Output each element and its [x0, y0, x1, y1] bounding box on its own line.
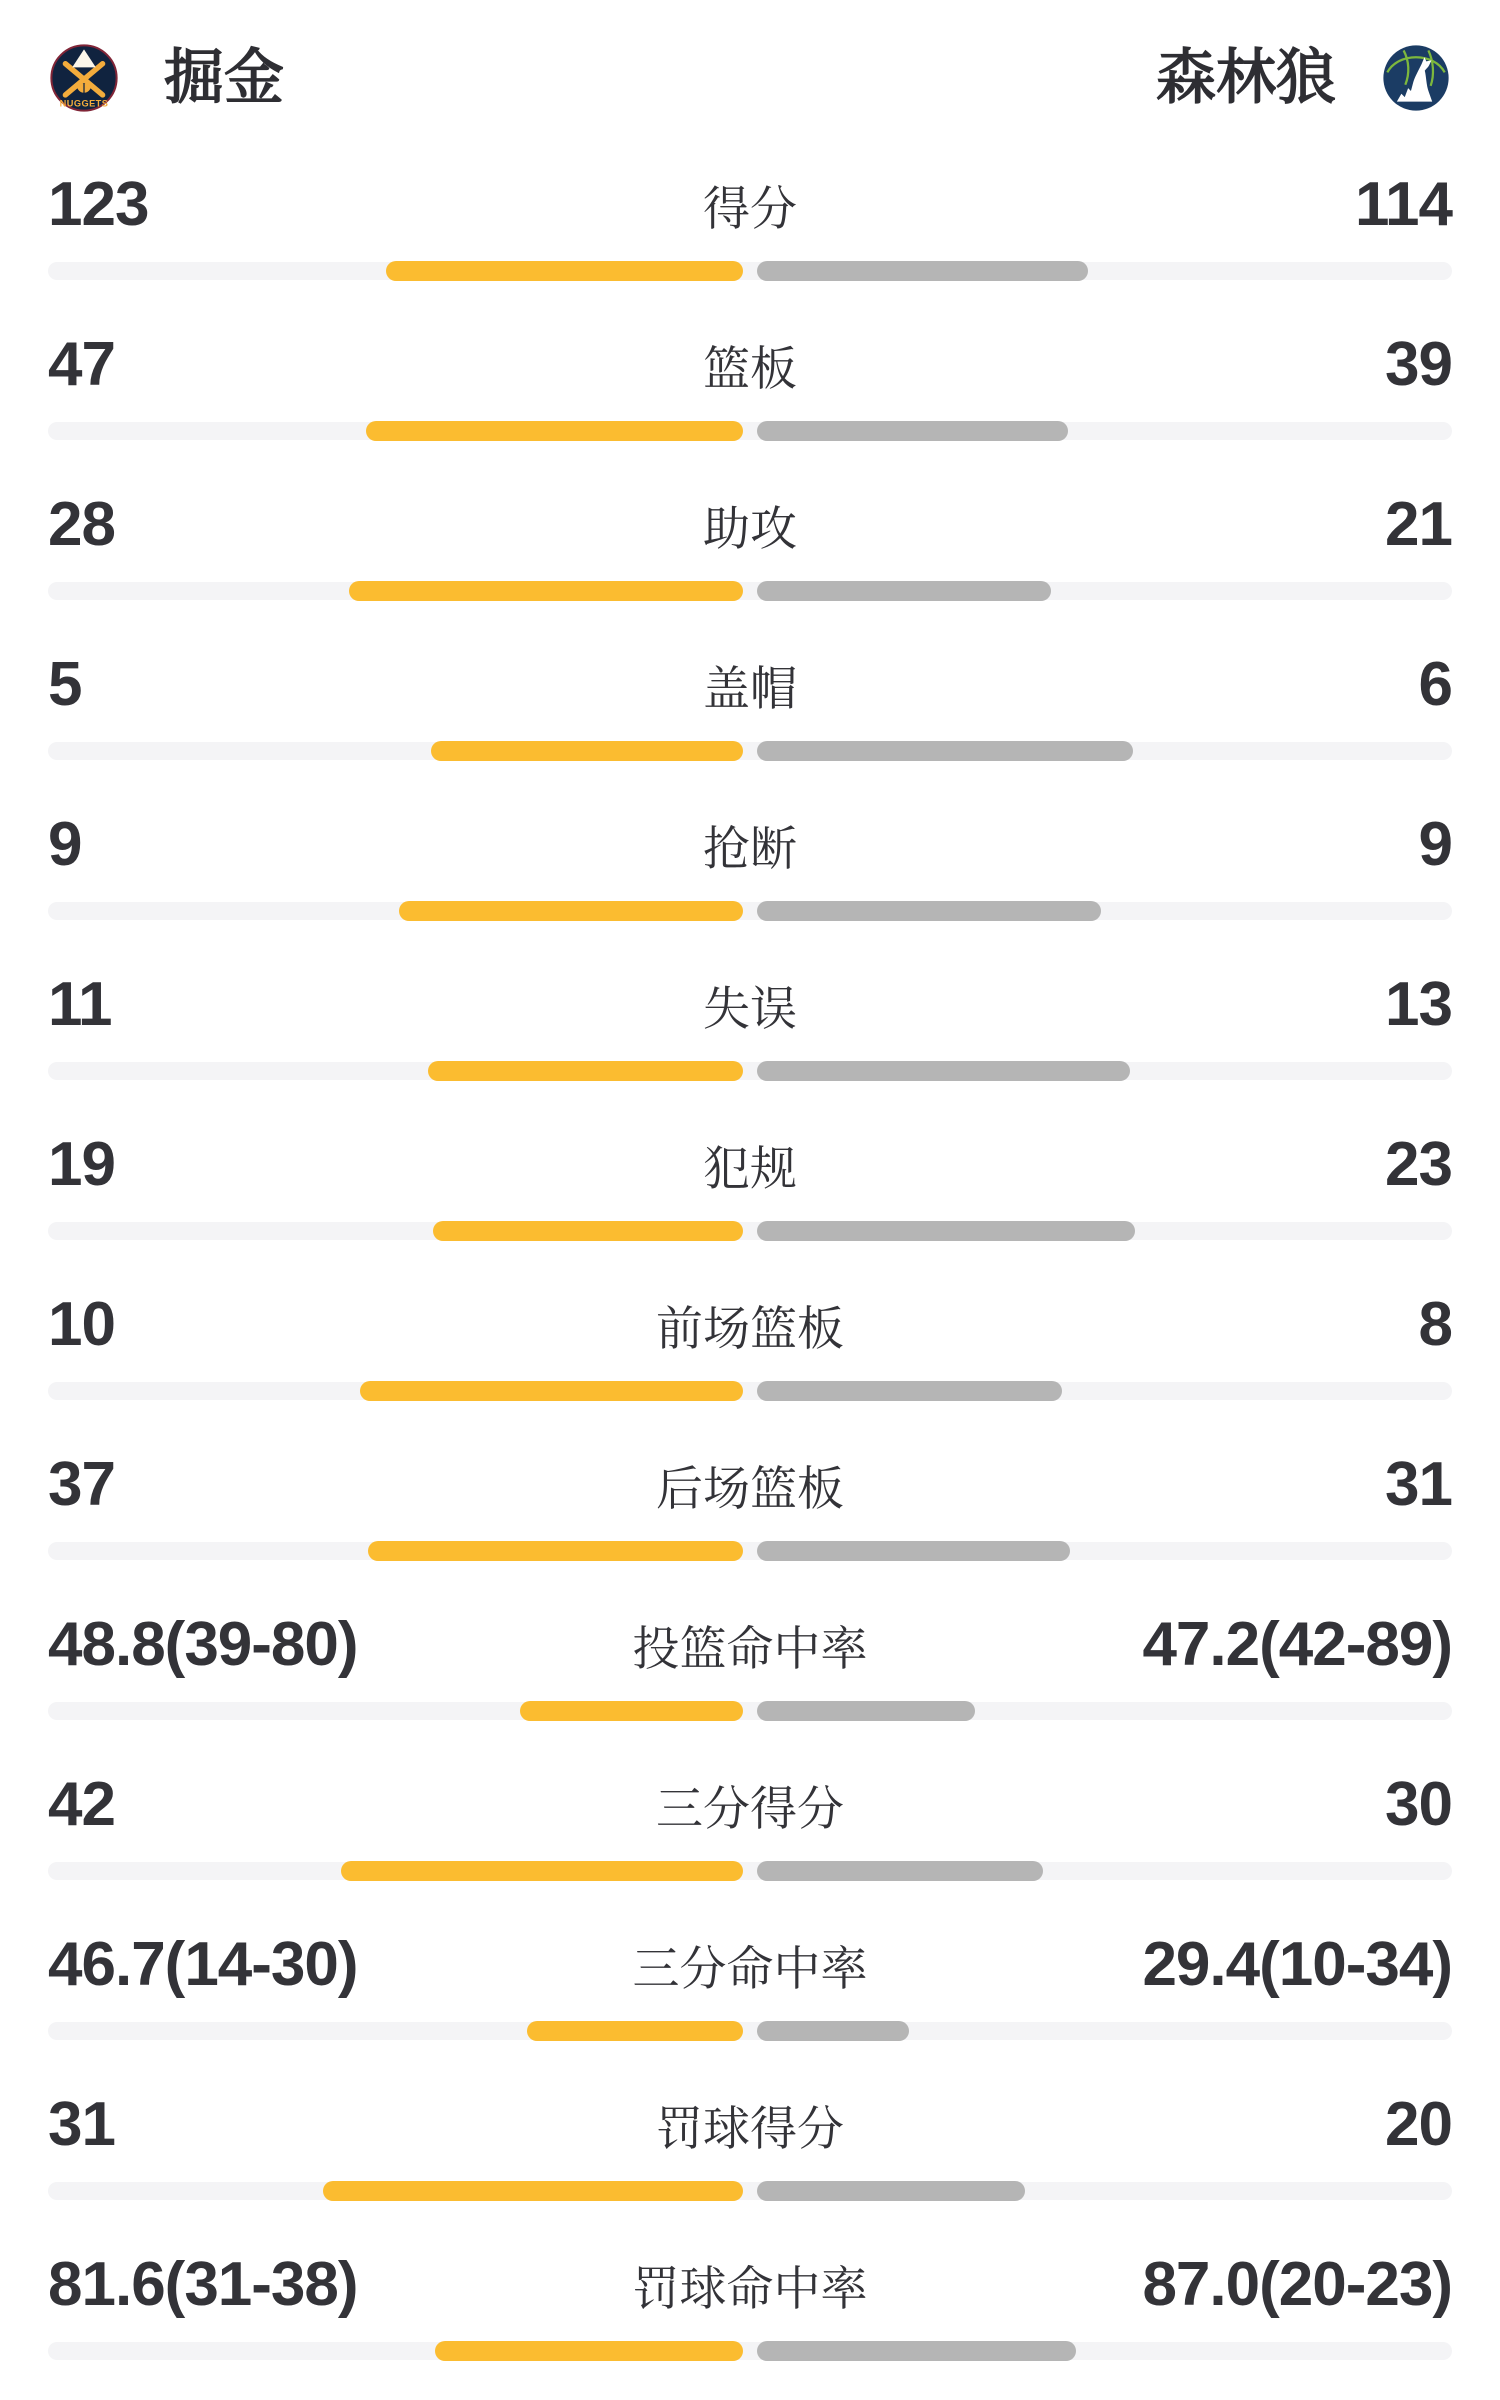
home-stat-bar [428, 1061, 743, 1081]
home-stat-value: 37 [48, 1450, 115, 1519]
stat-bar-track [48, 2342, 1452, 2360]
away-stat-bar [757, 2181, 1025, 2201]
away-stat-bar [757, 2341, 1076, 2361]
stat-label: 失误 [703, 982, 797, 1035]
stat-text-line [48, 1746, 1452, 1839]
home-stat-value: 28 [48, 490, 115, 559]
stat-label: 助攻 [703, 502, 797, 555]
stat-row [48, 1266, 1452, 1426]
stat-label: 盖帽 [703, 662, 797, 715]
away-stat-value: 31 [1385, 1450, 1452, 1519]
home-stat-value: 19 [48, 1130, 115, 1199]
away-stat-bar [757, 901, 1101, 921]
stat-label: 投篮命中率 [632, 1622, 868, 1675]
home-stat-bar [399, 901, 743, 921]
stat-label: 抢断 [703, 822, 797, 875]
stat-row [48, 2226, 1452, 2386]
stat-row [48, 1586, 1452, 1746]
stat-bar-track [48, 742, 1452, 760]
stat-text-line [48, 1586, 1452, 1679]
home-stat-value: 10 [48, 1290, 115, 1359]
home-stat-bar [323, 2181, 743, 2201]
home-stat-bar [520, 1701, 743, 1721]
stat-label: 犯规 [703, 1142, 797, 1195]
stat-text-line [48, 146, 1452, 239]
home-stat-bar [527, 2021, 743, 2041]
home-team-name: 掘金 [164, 44, 284, 111]
home-stat-value: 11 [48, 970, 112, 1039]
stat-bar-track [48, 2022, 1452, 2040]
stat-label: 罚球得分 [656, 2102, 844, 2155]
stat-row [48, 946, 1452, 1106]
stat-label: 篮板 [703, 342, 797, 395]
away-stat-value: 21 [1385, 490, 1452, 559]
nuggets-logo-text: NUGGETS [59, 98, 109, 109]
stat-text-line [48, 1266, 1452, 1359]
stat-bar-track [48, 2182, 1452, 2200]
stat-row [48, 786, 1452, 946]
stat-bar-track [48, 1542, 1452, 1560]
stat-text-line [48, 1106, 1452, 1199]
stat-row [48, 466, 1452, 626]
home-stat-value: 42 [48, 1770, 115, 1839]
away-stat-bar [757, 2021, 909, 2041]
stat-label: 罚球命中率 [632, 2262, 868, 2315]
home-stat-bar [431, 741, 743, 761]
stat-text-line [48, 626, 1452, 719]
home-stat-bar [435, 2341, 743, 2361]
away-stat-bar [757, 741, 1133, 761]
home-stat-value: 47 [48, 330, 115, 399]
stat-bar-track [48, 1222, 1452, 1240]
stat-text-line [48, 786, 1452, 879]
stat-bar-track [48, 902, 1452, 920]
home-stat-value: 5 [48, 650, 82, 719]
away-stat-value: 30 [1385, 1770, 1452, 1839]
away-stat-bar [757, 1861, 1043, 1881]
away-team-name: 森林狼 [1156, 44, 1336, 111]
away-stat-value: 13 [1385, 970, 1452, 1039]
stat-label: 三分得分 [656, 1782, 844, 1835]
away-stat-bar [757, 261, 1088, 281]
away-stat-value: 39 [1385, 330, 1452, 399]
away-stat-bar [757, 1061, 1130, 1081]
away-stat-value: 20 [1385, 2090, 1452, 2159]
team-home[interactable] [48, 42, 284, 114]
stat-row [48, 626, 1452, 786]
stat-label: 后场篮板 [656, 1462, 844, 1515]
away-stat-value: 8 [1418, 1290, 1452, 1359]
away-stat-bar [757, 421, 1068, 441]
stat-text-line [48, 1906, 1452, 1999]
home-stat-value: 81.6(31-38) [48, 2250, 358, 2319]
stat-row [48, 2066, 1452, 2226]
stat-row [48, 146, 1452, 306]
away-stat-value: 29.4(10-34) [1142, 1930, 1452, 1999]
home-stat-value: 46.7(14-30) [48, 1930, 358, 1999]
home-stat-value: 9 [48, 810, 82, 879]
home-stat-bar [349, 581, 743, 601]
away-stat-value: 47.2(42-89) [1142, 1610, 1452, 1679]
stat-text-line [48, 2226, 1452, 2319]
nuggets-logo-icon [48, 42, 120, 114]
away-stat-bar [757, 1381, 1062, 1401]
home-stat-value: 48.8(39-80) [48, 1610, 358, 1679]
header [48, 0, 1452, 116]
home-stat-bar [341, 1861, 743, 1881]
home-stat-bar [433, 1221, 743, 1241]
stat-bar-track [48, 422, 1452, 440]
away-stat-value: 23 [1385, 1130, 1452, 1199]
stats-list [48, 116, 1452, 2386]
away-stat-value: 114 [1354, 170, 1452, 239]
stat-label: 前场篮板 [656, 1302, 844, 1355]
stat-row [48, 1906, 1452, 2066]
stat-bar-track [48, 1702, 1452, 1720]
stat-row [48, 1106, 1452, 1266]
stat-bar-track [48, 262, 1452, 280]
stat-bar-track [48, 1382, 1452, 1400]
stat-bar-track [48, 1862, 1452, 1880]
stat-row [48, 306, 1452, 466]
stat-text-line [48, 1426, 1452, 1519]
stat-text-line [48, 306, 1452, 399]
stat-label: 三分命中率 [632, 1942, 868, 1995]
away-stat-value: 9 [1418, 810, 1452, 879]
home-stat-bar [386, 261, 743, 281]
stat-row [48, 1426, 1452, 1586]
stat-label: 得分 [703, 182, 797, 235]
home-stat-bar [366, 421, 743, 441]
stat-row [48, 1746, 1452, 1906]
stat-bar-track [48, 1062, 1452, 1080]
home-stat-value: 31 [48, 2090, 115, 2159]
stat-text-line [48, 2066, 1452, 2159]
away-stat-bar [757, 1701, 975, 1721]
away-stat-bar [757, 1541, 1070, 1561]
timberwolves-logo-icon [1380, 42, 1452, 114]
home-stat-bar [360, 1381, 743, 1401]
home-stat-value: 123 [48, 170, 149, 239]
away-stat-bar [757, 581, 1051, 601]
home-stat-bar [368, 1541, 743, 1561]
team-away[interactable] [1156, 42, 1452, 114]
away-stat-value: 87.0(20-23) [1142, 2250, 1452, 2319]
stat-text-line [48, 466, 1452, 559]
stat-text-line [48, 946, 1452, 1039]
away-stat-bar [757, 1221, 1135, 1241]
stat-bar-track [48, 582, 1452, 600]
away-stat-value: 6 [1418, 650, 1452, 719]
